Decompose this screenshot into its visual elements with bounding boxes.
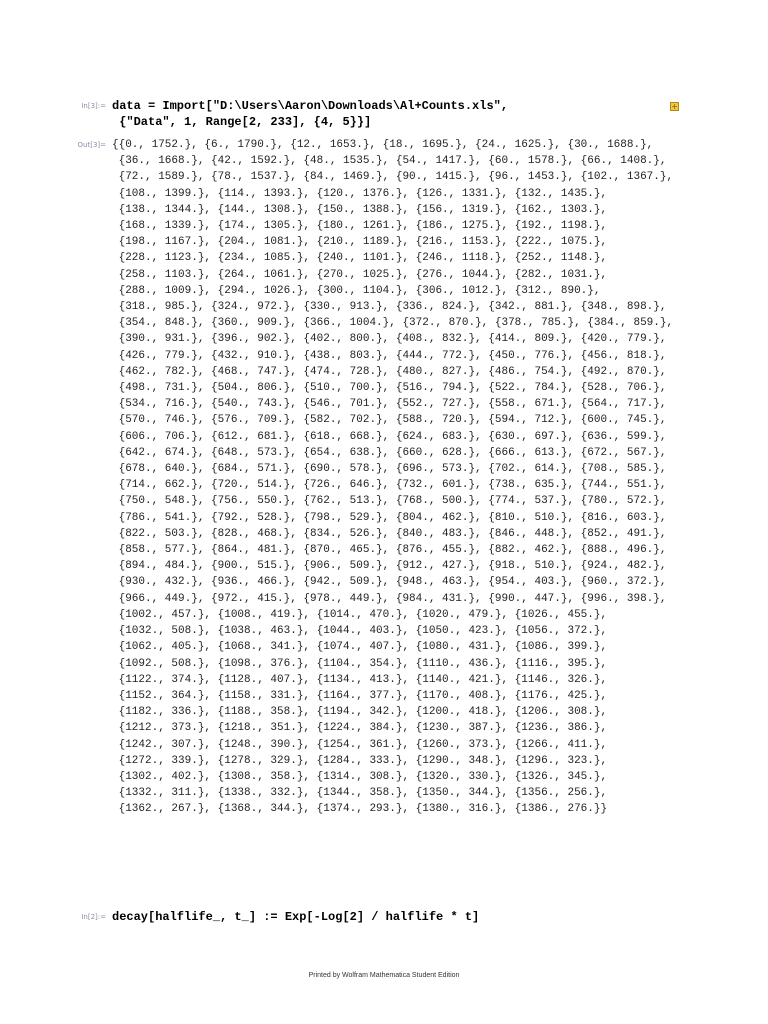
output-line: {198., 1167.}, {204., 1081.}, {210., 1189.}, {216., 1153.}, {222., 1075.}, bbox=[112, 236, 608, 249]
output-line: {1062., 405.}, {1068., 341.}, {1074., 407.}, {1080., 431.}, {1086., 399.}, bbox=[112, 641, 608, 654]
output-line: {750., 548.}, {756., 550.}, {762., 513.}, {768., 500.}, {774., 537.}, {780., 572.}, bbox=[112, 495, 667, 508]
output-label: Out[3]= bbox=[77, 141, 106, 149]
output-line: {{0., 1752.}, {6., 1790.}, {12., 1653.}, {18., 1695.}, {24., 1625.}, {30., 1688.}, bbox=[112, 139, 654, 151]
output-line: {606., 706.}, {612., 681.}, {618., 668.}, {624., 683.}, {630., 697.}, {636., 599.}, bbox=[112, 430, 667, 443]
output-line: {786., 541.}, {792., 528.}, {798., 529.}, {804., 462.}, {810., 510.}, {816., 603.}, bbox=[112, 511, 667, 524]
output-line: {1122., 374.}, {1128., 407.}, {1134., 413.}, {1140., 421.}, {1146., 326.}, bbox=[112, 673, 608, 686]
output-line: {72., 1589.}, {78., 1537.}, {84., 1469.}, {90., 1415.}, {96., 1453.}, {102., 1367.}, bbox=[112, 171, 674, 184]
output-line: {168., 1339.}, {174., 1305.}, {180., 1261.}, {186., 1275.}, {192., 1198.}, bbox=[112, 220, 608, 233]
output-line: {1242., 307.}, {1248., 390.}, {1254., 361.}, {1260., 373.}, {1266., 411.}, bbox=[112, 738, 608, 751]
output-line: {894., 484.}, {900., 515.}, {906., 509.}, {912., 427.}, {918., 510.}, {924., 482.}, bbox=[112, 560, 667, 573]
output-line: {966., 449.}, {972., 415.}, {978., 449.}, {984., 431.}, {990., 447.}, {996., 398.}, bbox=[112, 592, 667, 605]
input-label: In[3]:= bbox=[81, 102, 106, 110]
output-line: {228., 1123.}, {234., 1085.}, {240., 1101.}, {246., 1118.}, {252., 1148.}, bbox=[112, 252, 608, 265]
output-line: {498., 731.}, {504., 806.}, {510., 700.}, {516., 794.}, {522., 784.}, {528., 706.}, bbox=[112, 382, 667, 395]
output-line: {822., 503.}, {828., 468.}, {834., 526.}, {840., 483.}, {846., 448.}, {852., 491.}, bbox=[112, 527, 667, 540]
output-line: {1152., 364.}, {1158., 331.}, {1164., 377.}, {1170., 408.}, {1176., 425.}, bbox=[112, 689, 608, 702]
output-line: {678., 640.}, {684., 571.}, {690., 578.}, {696., 573.}, {702., 614.}, {708., 585.}, bbox=[112, 463, 667, 476]
output-line: {642., 674.}, {648., 573.}, {654., 638.}, {660., 628.}, {666., 613.}, {672., 567.}, bbox=[112, 446, 667, 459]
output-line: {1092., 508.}, {1098., 376.}, {1104., 354.}, {1110., 436.}, {1116., 395.}, bbox=[112, 657, 608, 670]
output-line: {258., 1103.}, {264., 1061.}, {270., 1025.}, {276., 1044.}, {282., 1031.}, bbox=[112, 268, 608, 281]
output-line: {354., 848.}, {360., 909.}, {366., 1004.}, {372., 870.}, {378., 785.}, {384., 859.}, bbox=[112, 317, 674, 330]
output-line: {1182., 336.}, {1188., 358.}, {1194., 342.}, {1200., 418.}, {1206., 308.}, bbox=[112, 706, 608, 719]
output-line: {1332., 311.}, {1338., 332.}, {1344., 358.}, {1350., 344.}, {1356., 256.}, bbox=[112, 787, 608, 800]
output-line: {714., 662.}, {720., 514.}, {726., 646.}, {732., 601.}, {738., 635.}, {744., 551.}, bbox=[112, 479, 667, 492]
output-line: {570., 746.}, {576., 709.}, {582., 702.}, {588., 720.}, {594., 712.}, {600., 745.}, bbox=[112, 414, 667, 427]
decay-definition-code[interactable]: decay[halflife_, t_] := Exp[-Log[2] / halflife * t] bbox=[112, 910, 480, 924]
input-label-2: In[2]:= bbox=[81, 913, 106, 921]
output-line: {1032., 508.}, {1038., 463.}, {1044., 403.}, {1050., 423.}, {1056., 372.}, bbox=[112, 625, 608, 638]
output-line: {390., 931.}, {396., 902.}, {402., 800.}, {408., 832.}, {414., 809.}, {420., 779.}, bbox=[112, 333, 667, 346]
print-footer: Printed by Wolfram Mathematica Student Edition bbox=[308, 972, 460, 979]
output-line: {108., 1399.}, {114., 1393.}, {120., 1376.}, {126., 1331.}, {132., 1435.}, bbox=[112, 187, 608, 200]
output-line: {1272., 339.}, {1278., 329.}, {1284., 333.}, {1290., 348.}, {1296., 323.}, bbox=[112, 754, 608, 767]
output-line: {36., 1668.}, {42., 1592.}, {48., 1535.}, {54., 1417.}, {60., 1578.}, {66., 1408.}, bbox=[112, 155, 667, 168]
output-line: {318., 985.}, {324., 972.}, {330., 913.}, {336., 824.}, {342., 881.}, {348., 898.}, bbox=[112, 301, 667, 314]
import-code-line-2: {"Data", 1, Range[2, 233], {4, 5}}] bbox=[112, 115, 372, 129]
output-line: {138., 1344.}, {144., 1308.}, {150., 1388.}, {156., 1319.}, {162., 1303.}, bbox=[112, 203, 608, 216]
output-line: {858., 577.}, {864., 481.}, {870., 465.}, {876., 455.}, {882., 462.}, {888., 496.}, bbox=[112, 544, 667, 557]
output-line: {534., 716.}, {540., 743.}, {546., 701.}, {552., 727.}, {558., 671.}, {564., 717.}, bbox=[112, 398, 667, 411]
output-line: {426., 779.}, {432., 910.}, {438., 803.}, {444., 772.}, {450., 776.}, {456., 818.}, bbox=[112, 349, 667, 362]
output-line: {930., 432.}, {936., 466.}, {942., 509.}, {948., 463.}, {954., 403.}, {960., 372.}, bbox=[112, 576, 667, 589]
output-line: {288., 1009.}, {294., 1026.}, {300., 1104.}, {306., 1012.}, {312., 890.}, bbox=[112, 284, 601, 297]
output-line: {1302., 402.}, {1308., 358.}, {1314., 308.}, {1320., 330.}, {1326., 345.}, bbox=[112, 770, 608, 783]
plus-icon[interactable]: + bbox=[671, 102, 678, 111]
output-line: {1002., 457.}, {1008., 419.}, {1014., 470.}, {1020., 479.}, {1026., 455.}, bbox=[112, 608, 608, 621]
import-code-line-1: data = Import["D:\Users\Aaron\Downloads\Al+Counts.xls", bbox=[112, 99, 509, 113]
output-line: {462., 782.}, {468., 747.}, {474., 728.}, {480., 827.}, {486., 754.}, {492., 870.}, bbox=[112, 365, 667, 378]
import-code[interactable] bbox=[112, 98, 508, 130]
output-line: {1212., 373.}, {1218., 351.}, {1224., 384.}, {1230., 387.}, {1236., 386.}, bbox=[112, 722, 608, 735]
output-data-list bbox=[112, 137, 673, 818]
output-line: {1362., 267.}, {1368., 344.}, {1374., 293.}, {1380., 316.}, {1386., 276.}} bbox=[112, 803, 608, 816]
